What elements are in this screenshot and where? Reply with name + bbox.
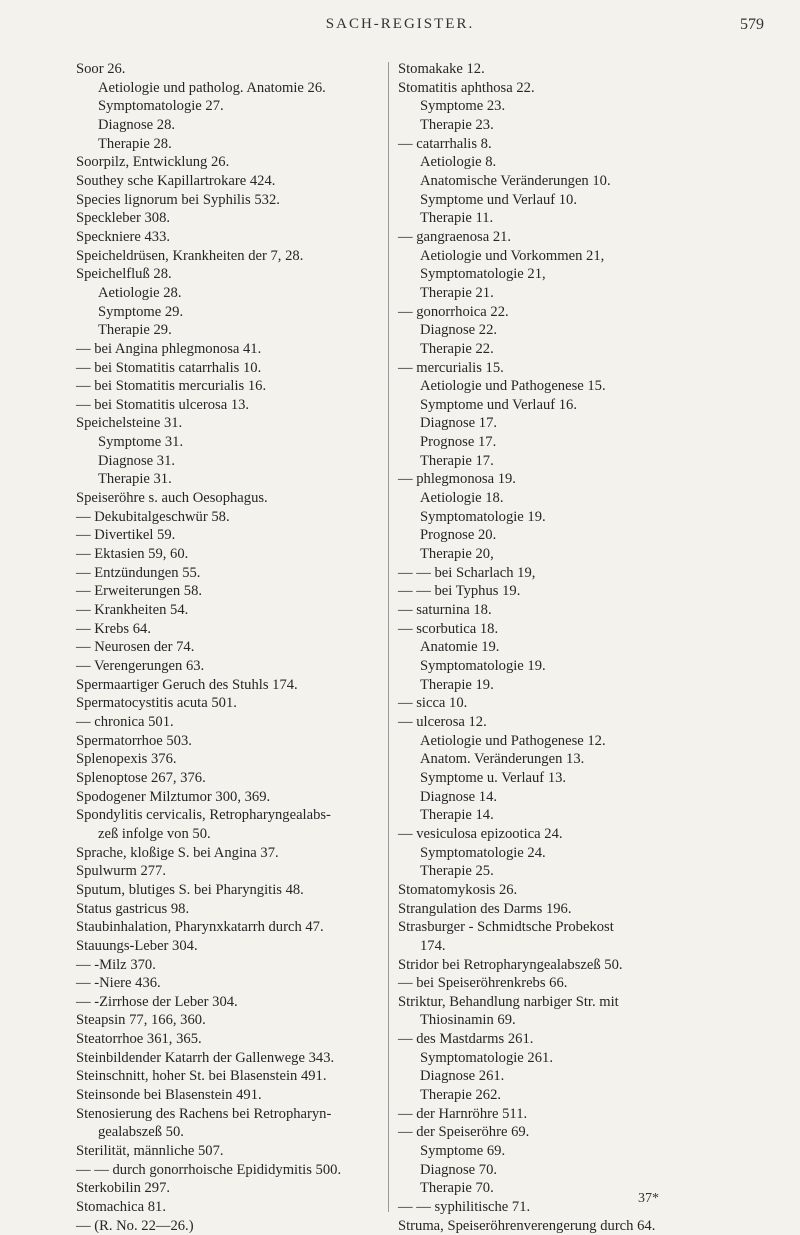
- index-subentry: Aetiologie und Vorkommen 21,: [420, 247, 605, 264]
- index-entry: — Krebs 64.: [76, 620, 151, 637]
- index-subentry: Aetiologie und Pathogenese 15.: [420, 378, 606, 395]
- index-entry: — (R. No. 22—26.): [76, 1217, 194, 1234]
- index-subentry: Symptomatologie 27.: [98, 98, 224, 115]
- index-subentry: Therapie 70.: [420, 1180, 494, 1197]
- index-entry: — der Speiseröhre 69.: [398, 1124, 530, 1141]
- index-entry: — catarrhalis 8.: [398, 135, 492, 152]
- index-subentry: Diagnose 14.: [420, 788, 498, 805]
- index-entry: Spermaartiger Geruch des Stuhls 174.: [76, 676, 298, 693]
- index-entry: Steinbildender Katarrh der Gallenwege 343.: [76, 1049, 335, 1066]
- index-subentry: Therapie 17.: [420, 452, 494, 469]
- index-subentry: Diagnose 261.: [420, 1068, 505, 1085]
- index-entry: Sterilität, männliche 507.: [76, 1143, 224, 1160]
- index-subentry: Therapie 14.: [420, 807, 494, 824]
- index-entry: Spodogener Milztumor 300, 369.: [76, 788, 271, 805]
- index-subentry: Symptomatologie 19.: [420, 508, 546, 525]
- column-divider: [388, 62, 389, 1212]
- index-entry: — Krankheiten 54.: [76, 602, 189, 619]
- index-entry: — bei Speiseröhrenkrebs 66.: [398, 975, 568, 992]
- index-subentry: Aetiologie 28.: [98, 284, 182, 301]
- index-entry: — vesiculosa epizootica 24.: [398, 825, 563, 842]
- index-entry: Steatorrhoe 361, 365.: [76, 1031, 202, 1048]
- index-entry-continuation: 174.: [420, 937, 446, 954]
- index-subentry: Therapie 19.: [420, 676, 494, 693]
- index-entry: — Entzündungen 55.: [76, 564, 201, 581]
- index-entry: — — syphilitische 71.: [398, 1199, 531, 1216]
- index-entry: Steapsin 77, 166, 360.: [76, 1012, 206, 1029]
- index-subentry: Therapie 11.: [420, 210, 494, 227]
- index-entry: — saturnina 18.: [398, 602, 492, 619]
- index-entry-continuation: zeß infolge von 50.: [98, 825, 211, 842]
- index-entry: — Erweiterungen 58.: [76, 583, 203, 600]
- index-subentry: Diagnose 17.: [420, 415, 498, 432]
- index-subentry: Therapie 22.: [420, 340, 494, 357]
- index-entry: Strangulation des Darms 196.: [398, 900, 572, 917]
- index-entry: Struma, Speiseröhrenverengerung durch 64.: [398, 1217, 656, 1234]
- index-entry: Spermatocystitis acuta 501.: [76, 695, 237, 712]
- index-entry: — Dekubitalgeschwür 58.: [76, 508, 230, 525]
- index-subentry: Symptome 69.: [420, 1143, 506, 1160]
- index-subentry: Therapie 23.: [420, 116, 494, 133]
- page-number: 579: [740, 16, 764, 33]
- index-subentry: Symptome und Verlauf 16.: [420, 396, 578, 413]
- index-subentry: Symptome 31.: [98, 434, 184, 451]
- index-entry: Speichelfluß 28.: [76, 266, 172, 283]
- index-entry: — bei Stomatitis ulcerosa 13.: [76, 396, 250, 413]
- index-entry: Striktur, Behandlung narbiger Str. mit: [398, 993, 619, 1010]
- index-entry: — Divertikel 59.: [76, 527, 176, 544]
- index-entry: Stomachica 81.: [76, 1199, 166, 1216]
- index-entry: Stauungs-Leber 304.: [76, 937, 198, 954]
- index-entry: Southey sche Kapillartrokare 424.: [76, 172, 276, 189]
- index-subentry: Therapie 262.: [420, 1087, 502, 1104]
- index-subentry: Symptome 23.: [420, 98, 506, 115]
- index-subentry: Diagnose 70.: [420, 1161, 498, 1178]
- index-entry: Spulwurm 277.: [76, 863, 166, 880]
- index-entry: Stridor bei Retropharyngealabszeß 50.: [398, 956, 623, 973]
- index-entry: Stomatitis aphthosa 22.: [398, 79, 535, 96]
- index-subentry: Diagnose 22.: [420, 322, 498, 339]
- index-column-left: [76, 60, 381, 1235]
- index-entry: Staubinhalation, Pharynxkatarrh durch 47.: [76, 919, 324, 936]
- index-entry: Steinsonde bei Blasenstein 491.: [76, 1087, 262, 1104]
- index-entry: — scorbutica 18.: [398, 620, 499, 637]
- index-entry: Splenoptose 267, 376.: [76, 769, 206, 786]
- index-entry: — des Mastdarms 261.: [398, 1031, 534, 1048]
- index-entry: — mercurialis 15.: [398, 359, 504, 376]
- index-entry-continuation: gealabszeß 50.: [98, 1124, 184, 1141]
- index-entry: — — bei Typhus 19.: [398, 583, 521, 600]
- index-entry: Speichelsteine 31.: [76, 415, 183, 432]
- index-entry: — bei Angina phlegmonosa 41.: [76, 340, 262, 357]
- index-subentry: Therapie 20,: [420, 546, 494, 563]
- index-entry: Spondylitis cervicalis, Retropharyngealabs-: [76, 807, 331, 824]
- index-entry: — -Niere 436.: [76, 975, 161, 992]
- index-entry: — gangraenosa 21.: [398, 228, 512, 245]
- index-subentry: Prognose 20.: [420, 527, 497, 544]
- index-entry: — der Harnröhre 511.: [398, 1105, 528, 1122]
- index-entry: — — bei Scharlach 19,: [398, 564, 536, 581]
- index-entry: Species lignorum bei Syphilis 532.: [76, 191, 280, 208]
- index-entry: — Verengerungen 63.: [76, 658, 205, 674]
- index-subentry: Symptomatologie 21,: [420, 266, 546, 283]
- index-subentry: Diagnose 28.: [98, 116, 176, 133]
- index-subentry: Therapie 31.: [98, 471, 172, 488]
- index-subentry: Aetiologie 18.: [420, 490, 504, 507]
- index-subentry: Therapie 29.: [98, 322, 172, 339]
- index-entry: Sputum, blutiges S. bei Pharyngitis 48.: [76, 881, 304, 898]
- index-entry: Stomakake 12.: [398, 61, 485, 77]
- index-entry: — ulcerosa 12.: [398, 713, 487, 730]
- index-subentry: Aetiologie 8.: [420, 154, 497, 171]
- index-subentry: Aetiologie und patholog. Anatomie 26.: [98, 79, 326, 96]
- index-subentry: Anatomie 19.: [420, 639, 500, 656]
- index-entry: — gonorrhoica 22.: [398, 303, 509, 320]
- index-entry: Splenopexis 376.: [76, 751, 177, 768]
- index-entry: — — durch gonorrhoische Epididymitis 500.: [76, 1161, 342, 1178]
- index-column-right: [398, 60, 773, 1235]
- index-entry: — chronica 501.: [76, 713, 174, 730]
- index-entry: — Ektasien 59, 60.: [76, 546, 189, 563]
- index-entry: Soorpilz, Entwicklung 26.: [76, 154, 230, 171]
- index-entry: — sicca 10.: [398, 695, 468, 712]
- index-subentry: Aetiologie und Pathogenese 12.: [420, 732, 606, 749]
- index-subentry: Symptome 29.: [98, 303, 184, 320]
- index-entry: — phlegmonosa 19.: [398, 471, 516, 488]
- index-subentry: Symptomatologie 24.: [420, 844, 546, 861]
- index-entry: Status gastricus 98.: [76, 900, 190, 917]
- index-subentry: Symptome und Verlauf 10.: [420, 191, 578, 208]
- running-header-title: SACH-REGISTER.: [325, 16, 475, 32]
- index-entry: Stenosierung des Rachens bei Retropharyn-: [76, 1105, 332, 1122]
- index-subentry: Symptomatologie 19.: [420, 658, 546, 674]
- index-entry: — bei Stomatitis mercurialis 16.: [76, 378, 267, 395]
- index-entry: Strasburger - Schmidtsche Probekost: [398, 919, 614, 936]
- index-entry: Speiseröhre s. auch Oesophagus.: [76, 490, 268, 507]
- index-entry: Speckniere 433.: [76, 228, 171, 245]
- index-entry-continuation: Thiosinamin 69.: [420, 1012, 516, 1029]
- index-entry: — -Zirrhose der Leber 304.: [76, 993, 238, 1010]
- index-subentry: Symptome u. Verlauf 13.: [420, 769, 567, 786]
- index-subentry: Prognose 17.: [420, 434, 497, 451]
- index-subentry: Diagnose 31.: [98, 452, 176, 469]
- index-entry: Steinschnitt, hoher St. bei Blasenstein 491.: [76, 1068, 327, 1085]
- index-entry: — bei Stomatitis catarrhalis 10.: [76, 359, 262, 376]
- index-entry: — -Milz 370.: [76, 956, 156, 973]
- index-subentry: Symptomatologie 261.: [420, 1049, 553, 1066]
- index-entry: Speicheldrüsen, Krankheiten der 7, 28.: [76, 247, 304, 264]
- index-entry: Spermatorrhoe 503.: [76, 732, 192, 749]
- index-entry: Speckleber 308.: [76, 210, 171, 227]
- signature-mark: 37*: [638, 1191, 659, 1206]
- index-entry: Sprache, kloßige S. bei Angina 37.: [76, 844, 279, 861]
- index-subentry: Therapie 21.: [420, 284, 494, 301]
- index-subentry: Therapie 25.: [420, 863, 494, 880]
- index-entry: Sterkobilin 297.: [76, 1180, 171, 1197]
- index-entry: Stomatomykosis 26.: [398, 881, 518, 898]
- index-entry: Soor 26.: [76, 61, 126, 77]
- index-entry: — Neurosen der 74.: [76, 639, 195, 656]
- index-subentry: Anatom. Veränderungen 13.: [420, 751, 585, 768]
- index-subentry: Therapie 28.: [98, 135, 172, 152]
- index-subentry: Anatomische Veränderungen 10.: [420, 172, 611, 189]
